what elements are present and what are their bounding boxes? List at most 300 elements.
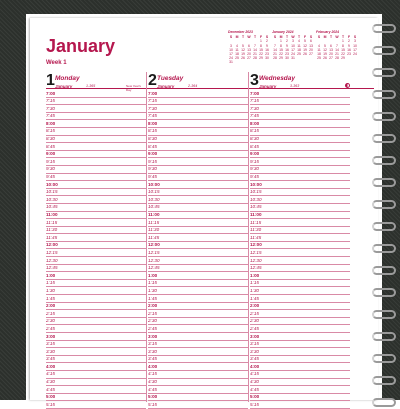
time-slot[interactable] xyxy=(148,113,248,121)
date-cell[interactable]: 18 xyxy=(317,52,321,57)
time-slot[interactable] xyxy=(46,158,146,166)
time-slot[interactable] xyxy=(250,265,350,273)
date-cell[interactable]: 21 xyxy=(253,52,257,57)
time-slot[interactable] xyxy=(46,348,146,356)
time-label: 12:00 xyxy=(46,242,58,248)
mini-calendar-december xyxy=(228,30,272,65)
date-cell[interactable]: 16 xyxy=(285,47,289,52)
date-cell[interactable]: 16 xyxy=(265,47,269,52)
date-cell[interactable] xyxy=(264,60,270,64)
time-label: 9:00 xyxy=(148,151,158,157)
time-slot[interactable] xyxy=(148,120,248,128)
time-slot[interactable] xyxy=(250,90,350,98)
time-slot[interactable] xyxy=(148,363,248,371)
time-slot[interactable] xyxy=(250,158,350,166)
date-cell[interactable]: 8 xyxy=(342,43,344,48)
time-slot[interactable] xyxy=(148,341,248,349)
week-row xyxy=(272,56,316,60)
date-cell[interactable]: 10 xyxy=(291,43,295,48)
date-cell[interactable]: 14 xyxy=(273,47,277,52)
mini-calendar-january xyxy=(272,30,316,60)
date-cell[interactable]: 6 xyxy=(310,39,312,44)
date-cell[interactable]: 7 xyxy=(274,43,276,48)
time-slot[interactable] xyxy=(250,136,350,144)
week-label: Week 1 xyxy=(46,60,67,66)
time-slot[interactable] xyxy=(148,287,248,295)
date-cell[interactable]: 19 xyxy=(303,47,307,52)
time-slot[interactable] xyxy=(46,280,146,288)
time-slot[interactable] xyxy=(46,120,146,128)
time-slot[interactable] xyxy=(148,151,248,159)
date-cell[interactable]: 27 xyxy=(247,56,251,61)
time-label: 10:30 xyxy=(250,196,262,202)
time-slot[interactable] xyxy=(46,272,146,280)
time-slot[interactable] xyxy=(148,257,248,265)
time-slot[interactable] xyxy=(250,227,350,235)
time-label: 7:15 xyxy=(250,98,259,104)
date-cell[interactable]: 5 xyxy=(242,43,244,48)
time-slot[interactable] xyxy=(250,143,350,151)
time-slot[interactable] xyxy=(148,265,248,273)
time-label: 10:00 xyxy=(46,181,58,187)
time-label: 10:00 xyxy=(148,181,160,187)
time-slot[interactable] xyxy=(46,113,146,121)
time-slot[interactable] xyxy=(250,394,350,402)
date-cell[interactable]: 28 xyxy=(253,56,257,61)
date-cell[interactable]: 1 xyxy=(342,39,344,44)
time-slot[interactable] xyxy=(46,219,146,227)
time-slot[interactable] xyxy=(148,325,248,333)
time-slot[interactable] xyxy=(148,90,248,98)
time-label: 1:15 xyxy=(250,280,259,286)
time-slot[interactable] xyxy=(250,120,350,128)
date-cell[interactable]: 12 xyxy=(241,47,245,52)
date-cell[interactable]: 31 xyxy=(229,60,233,65)
time-label: 9:45 xyxy=(250,174,259,180)
time-slot[interactable] xyxy=(148,303,248,311)
time-slot[interactable] xyxy=(250,333,350,341)
time-label: 4:45 xyxy=(148,386,157,392)
date-cell[interactable]: 7 xyxy=(336,43,338,48)
time-label: 5:00 xyxy=(250,394,260,400)
binding-ring xyxy=(372,376,396,385)
time-label: 11:00 xyxy=(148,212,160,217)
time-slot[interactable] xyxy=(46,325,146,333)
time-slot[interactable] xyxy=(250,295,350,303)
time-label: 11:15 xyxy=(250,219,262,225)
time-slot[interactable] xyxy=(46,363,146,371)
date-cell[interactable]: 23 xyxy=(285,52,289,57)
time-slot[interactable] xyxy=(46,249,146,257)
date-cell[interactable]: 21 xyxy=(335,52,339,57)
date-cell[interactable]: 5 xyxy=(304,39,306,44)
time-slot[interactable] xyxy=(250,113,350,121)
time-slot[interactable] xyxy=(148,196,248,204)
time-label: 11:30 xyxy=(250,227,262,233)
date-cell[interactable]: 28 xyxy=(273,56,277,61)
date-cell[interactable]: 2 xyxy=(286,39,288,44)
time-slot[interactable] xyxy=(250,105,350,113)
time-label: 5:00 xyxy=(46,394,56,400)
weekday-letter: F xyxy=(347,35,351,40)
time-label: 7:45 xyxy=(250,113,259,119)
time-slot[interactable] xyxy=(46,105,146,113)
time-slot[interactable] xyxy=(46,143,146,151)
binding-ring xyxy=(372,332,396,341)
time-label: 7:30 xyxy=(148,105,157,111)
time-slot[interactable] xyxy=(250,325,350,333)
time-slot[interactable] xyxy=(250,310,350,318)
date-cell[interactable]: 11 xyxy=(317,47,321,52)
time-label: 9:15 xyxy=(46,158,55,164)
time-slot[interactable] xyxy=(148,280,248,288)
time-slot[interactable] xyxy=(250,356,350,364)
time-slot[interactable] xyxy=(46,310,146,318)
date-cell[interactable] xyxy=(308,56,314,60)
date-cell[interactable]: 31 xyxy=(291,56,295,61)
date-cell[interactable]: 17 xyxy=(229,52,233,57)
time-slot[interactable] xyxy=(46,401,146,409)
time-slot[interactable] xyxy=(250,363,350,371)
date-cell[interactable]: 26 xyxy=(303,52,307,57)
date-cell[interactable]: 3 xyxy=(354,39,356,44)
time-label: 11:00 xyxy=(250,212,262,217)
time-slot[interactable] xyxy=(148,158,248,166)
day-count: 1-365 xyxy=(86,84,96,88)
time-label: 5:15 xyxy=(250,401,259,407)
day-header-rule xyxy=(46,88,374,89)
time-label: 10:45 xyxy=(148,204,160,210)
time-slot[interactable] xyxy=(46,212,146,220)
date-cell[interactable]: 19 xyxy=(241,52,245,57)
time-slot[interactable] xyxy=(148,249,248,257)
time-label: 3:30 xyxy=(46,348,55,354)
day-name: Wednesday xyxy=(259,75,296,82)
binding-ring xyxy=(372,288,396,297)
time-slot[interactable] xyxy=(250,242,350,250)
time-label: 12:00 xyxy=(250,242,262,248)
weekday-letter: S xyxy=(273,35,277,40)
time-slot[interactable] xyxy=(250,219,350,227)
week-row xyxy=(228,60,272,64)
date-cell[interactable]: 3 xyxy=(230,43,232,48)
time-label: 12:45 xyxy=(46,265,58,271)
time-slot[interactable] xyxy=(46,318,146,326)
date-cell[interactable]: 4 xyxy=(318,43,320,48)
time-slot[interactable] xyxy=(148,295,248,303)
time-slot[interactable] xyxy=(148,401,248,409)
date-cell[interactable]: 13 xyxy=(329,47,333,52)
date-cell[interactable]: 24 xyxy=(229,56,233,61)
time-slot[interactable] xyxy=(148,356,248,364)
date-cell[interactable]: 9 xyxy=(266,43,268,48)
time-slot[interactable] xyxy=(148,371,248,379)
time-slot[interactable] xyxy=(148,189,248,197)
date-cell[interactable]: 13 xyxy=(247,47,251,52)
date-cell[interactable]: 5 xyxy=(324,43,326,48)
time-slot[interactable] xyxy=(250,174,350,182)
time-slot[interactable] xyxy=(148,143,248,151)
time-label: 9:30 xyxy=(148,166,157,172)
time-slot[interactable] xyxy=(250,151,350,159)
time-label: 8:00 xyxy=(46,120,56,126)
time-slot[interactable] xyxy=(46,189,146,197)
date-cell[interactable]: 11 xyxy=(297,43,301,48)
time-slot[interactable] xyxy=(46,386,146,394)
date-cell[interactable]: 10 xyxy=(353,43,357,48)
time-slot[interactable] xyxy=(148,166,248,174)
date-cell[interactable]: 4 xyxy=(298,39,300,44)
binding-ring xyxy=(372,178,396,187)
binding-ring xyxy=(372,134,396,143)
time-slot[interactable] xyxy=(46,128,146,136)
date-cell[interactable]: 26 xyxy=(241,56,245,61)
time-label: 1:45 xyxy=(46,295,55,301)
time-label: 11:45 xyxy=(46,234,58,240)
date-cell[interactable]: 13 xyxy=(309,43,313,48)
weekday-letter: M xyxy=(235,35,239,40)
day-month: January xyxy=(259,84,277,89)
date-cell[interactable]: 23 xyxy=(265,52,269,57)
binding-ring xyxy=(372,90,396,99)
time-slot[interactable] xyxy=(46,204,146,212)
time-label: 5:15 xyxy=(148,401,157,407)
time-slot[interactable] xyxy=(46,303,146,311)
date-cell[interactable]: 9 xyxy=(348,43,350,48)
time-slot[interactable] xyxy=(46,295,146,303)
date-cell[interactable]: 19 xyxy=(323,52,327,57)
time-slot[interactable] xyxy=(148,386,248,394)
date-cell[interactable]: 15 xyxy=(259,47,263,52)
time-label: 10:45 xyxy=(46,204,58,210)
date-cell[interactable]: 27 xyxy=(329,56,333,61)
time-slot[interactable] xyxy=(250,249,350,257)
weekday-letter: S xyxy=(353,35,357,40)
time-label: 1:30 xyxy=(148,287,157,293)
time-slot[interactable] xyxy=(148,227,248,235)
time-slot[interactable] xyxy=(46,379,146,387)
day-count: 2-364 xyxy=(188,84,198,88)
date-cell[interactable]: 25 xyxy=(235,56,239,61)
time-slot[interactable] xyxy=(148,219,248,227)
date-cell[interactable]: 8 xyxy=(260,43,262,48)
date-cell[interactable]: 20 xyxy=(309,47,313,52)
time-slot[interactable] xyxy=(148,174,248,182)
binding-ring xyxy=(372,68,396,77)
time-slot[interactable] xyxy=(250,212,350,220)
time-slot[interactable] xyxy=(148,181,248,189)
time-slot[interactable] xyxy=(148,333,248,341)
date-cell[interactable]: 24 xyxy=(291,52,295,57)
date-cell[interactable]: 15 xyxy=(279,47,283,52)
date-cell[interactable]: 8 xyxy=(280,43,282,48)
date-cell[interactable]: 30 xyxy=(285,56,289,61)
time-slot[interactable] xyxy=(46,151,146,159)
time-label: 9:15 xyxy=(250,158,259,164)
time-slot[interactable] xyxy=(148,204,248,212)
time-slot[interactable] xyxy=(46,136,146,144)
time-slot[interactable] xyxy=(46,371,146,379)
time-slot[interactable] xyxy=(250,371,350,379)
date-cell[interactable]: 22 xyxy=(341,52,345,57)
mini-calendar-title: January 2024 xyxy=(272,30,294,34)
date-cell[interactable]: 12 xyxy=(323,47,327,52)
time-label: 2:00 xyxy=(250,303,260,309)
time-slot[interactable] xyxy=(46,98,146,106)
date-cell[interactable]: 21 xyxy=(273,52,277,57)
date-cell[interactable]: 20 xyxy=(247,52,251,57)
time-slot[interactable] xyxy=(46,265,146,273)
date-cell[interactable]: 30 xyxy=(265,56,269,61)
date-cell[interactable]: 17 xyxy=(291,47,295,52)
date-cell[interactable]: 9 xyxy=(286,43,288,48)
time-slot[interactable] xyxy=(46,90,146,98)
time-slot[interactable] xyxy=(46,181,146,189)
date-cell[interactable]: 20 xyxy=(329,52,333,57)
date-cell[interactable]: 17 xyxy=(353,47,357,52)
time-slot[interactable] xyxy=(250,204,350,212)
date-cell[interactable]: 10 xyxy=(229,47,233,52)
day-count: 3-363 xyxy=(290,84,300,88)
time-slot[interactable] xyxy=(148,242,248,250)
time-label: 12:30 xyxy=(250,257,262,263)
time-slot[interactable] xyxy=(46,257,146,265)
weekday-letter: T xyxy=(241,35,245,40)
day-number: 2 xyxy=(148,72,157,89)
date-cell[interactable]: 11 xyxy=(235,47,239,52)
time-slot[interactable] xyxy=(148,379,248,387)
time-slot[interactable] xyxy=(46,341,146,349)
time-slot[interactable] xyxy=(46,394,146,402)
binding-ring xyxy=(372,112,396,121)
date-cell[interactable]: 1 xyxy=(280,39,282,44)
time-slot[interactable] xyxy=(250,196,350,204)
time-label: 2:45 xyxy=(148,325,157,331)
time-label: 2:15 xyxy=(46,310,55,316)
binding-ring xyxy=(372,222,396,231)
time-slot[interactable] xyxy=(250,379,350,387)
time-label: 12:15 xyxy=(46,249,58,255)
time-slot[interactable] xyxy=(250,189,350,197)
time-slot[interactable] xyxy=(46,356,146,364)
time-slot[interactable] xyxy=(148,348,248,356)
mini-calendar-title: February 2024 xyxy=(316,30,339,34)
time-slot[interactable] xyxy=(46,234,146,242)
day-name: Tuesday xyxy=(157,75,184,82)
time-slot[interactable] xyxy=(250,318,350,326)
time-slot[interactable] xyxy=(250,280,350,288)
time-label: 3:45 xyxy=(46,356,55,362)
time-slot[interactable] xyxy=(46,333,146,341)
date-cell[interactable]: 14 xyxy=(335,47,339,52)
time-slot[interactable] xyxy=(46,287,146,295)
date-cell[interactable]: 3 xyxy=(292,39,294,44)
date-cell[interactable]: 24 xyxy=(353,52,357,57)
time-label: 7:00 xyxy=(46,90,56,96)
date-cell[interactable]: 18 xyxy=(297,47,301,52)
weekday-letter: T xyxy=(297,35,301,40)
date-cell[interactable] xyxy=(352,56,358,60)
date-cell[interactable]: 22 xyxy=(279,52,283,57)
time-slot[interactable] xyxy=(250,348,350,356)
time-slot[interactable] xyxy=(250,386,350,394)
time-label: 11:15 xyxy=(46,219,58,225)
time-slot[interactable] xyxy=(250,98,350,106)
date-cell[interactable]: 29 xyxy=(259,56,263,61)
date-cell[interactable]: 18 xyxy=(235,52,239,57)
time-slot[interactable] xyxy=(148,212,248,220)
date-cell[interactable]: 27 xyxy=(309,52,313,57)
date-cell[interactable]: 22 xyxy=(259,52,263,57)
date-cell[interactable]: 1 xyxy=(260,39,262,44)
time-slot[interactable] xyxy=(46,242,146,250)
date-cell[interactable]: 25 xyxy=(317,56,321,61)
time-slot[interactable] xyxy=(148,234,248,242)
time-slot[interactable] xyxy=(250,401,350,409)
time-slot[interactable] xyxy=(148,272,248,280)
date-cell[interactable]: 2 xyxy=(348,39,350,44)
time-label: 12:30 xyxy=(46,257,58,263)
date-cell[interactable]: 25 xyxy=(297,52,301,57)
time-slot[interactable] xyxy=(46,196,146,204)
time-label: 7:15 xyxy=(148,98,157,104)
date-cell[interactable]: 15 xyxy=(341,47,345,52)
date-cell[interactable]: 6 xyxy=(248,43,250,48)
time-label: 10:15 xyxy=(46,189,58,195)
date-cell[interactable]: 2 xyxy=(266,39,268,44)
time-label: 10:45 xyxy=(250,204,262,210)
date-cell[interactable]: 23 xyxy=(347,52,351,57)
time-slot[interactable] xyxy=(250,341,350,349)
date-cell[interactable]: 29 xyxy=(341,56,345,61)
time-slot[interactable] xyxy=(46,174,146,182)
cover-top-edge xyxy=(0,0,400,14)
time-label: 1:15 xyxy=(46,280,55,286)
time-slot[interactable] xyxy=(46,227,146,235)
time-label: 1:15 xyxy=(148,280,157,286)
time-label: 2:30 xyxy=(148,318,157,324)
time-slot[interactable] xyxy=(46,166,146,174)
time-slot[interactable] xyxy=(250,166,350,174)
date-cell[interactable]: 12 xyxy=(303,43,307,48)
time-label: 8:45 xyxy=(148,143,157,149)
time-slot[interactable] xyxy=(250,257,350,265)
date-cell[interactable]: 29 xyxy=(279,56,283,61)
time-slot[interactable] xyxy=(250,272,350,280)
time-slot[interactable] xyxy=(148,128,248,136)
date-cell[interactable]: 26 xyxy=(323,56,327,61)
date-cell[interactable]: 14 xyxy=(253,47,257,52)
date-cell[interactable]: 7 xyxy=(254,43,256,48)
time-slot[interactable] xyxy=(148,394,248,402)
time-slot[interactable] xyxy=(148,136,248,144)
time-slot[interactable] xyxy=(148,105,248,113)
time-slot[interactable] xyxy=(148,318,248,326)
time-label: 10:30 xyxy=(46,196,58,202)
time-slot[interactable] xyxy=(250,287,350,295)
time-slot[interactable] xyxy=(250,181,350,189)
date-cell[interactable]: 6 xyxy=(330,43,332,48)
date-cell[interactable]: 4 xyxy=(236,43,238,48)
time-slot[interactable] xyxy=(148,98,248,106)
time-slot[interactable] xyxy=(250,128,350,136)
time-slot[interactable] xyxy=(250,234,350,242)
time-slot[interactable] xyxy=(250,303,350,311)
date-cell[interactable]: 28 xyxy=(335,56,339,61)
time-slot[interactable] xyxy=(148,310,248,318)
weekday-letter: S xyxy=(229,35,233,40)
date-cell[interactable]: 16 xyxy=(347,47,351,52)
